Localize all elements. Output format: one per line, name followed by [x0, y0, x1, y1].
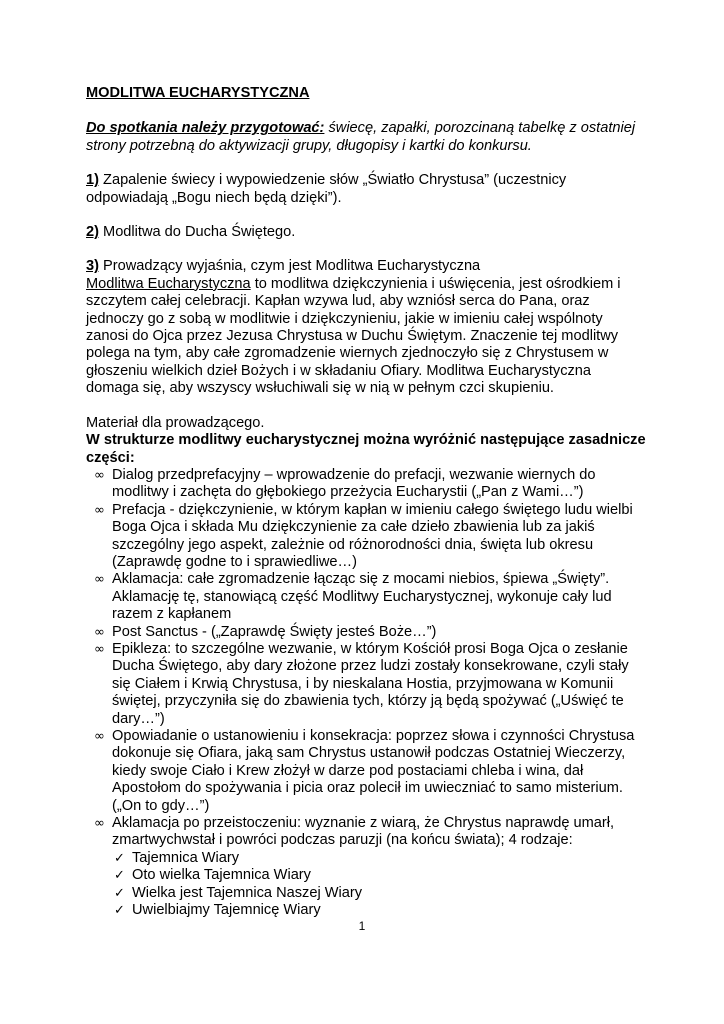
checkmark-icon: ✓ — [114, 903, 125, 919]
material-label: Materiał dla prowadzącego. — [86, 414, 265, 431]
definition-text: to modlitwa dziękczynienia i uświęcenia, jest ośrodkiem i szczytem całej celebracji. Kapłan wzywa lud, aby wzniósł serca do Pana, oraz jednoczy go z sobą w modlitwie i dziękczynieniu, jakie w imieniu całej wspólnoty zanosi do Ojca przez Jezusa Chrystusa w Duchu Świętym. Znaczenie tej modlitwy polega na tym, aby całe zgromadzenie wiernych zjednoczyło się z Chrystusem w głoszeniu wielkich dzieł Bożych i w składaniu Ofiary. Modlitwa Eucharystyczna domaga się, aby wszyscy wsłuchiwali się w nią w pełnym czci skupieniu. — [86, 275, 621, 397]
acclamations-list — [112, 850, 646, 920]
checkmark-icon: ✓ — [114, 868, 125, 884]
parts-list — [86, 467, 646, 920]
list-item-text: Aklamacja: całe zgromadzenie łącząc się z mocami niebios, śpiewa „Święty”. Aklamację tę, stanowiącą część Modlitwy Eucharystycznej, wykonuje cały lud razem z kapłanem — [112, 571, 612, 623]
definition-paragraph — [86, 276, 646, 398]
list-item-text: Epikleza: to szczególne wezwanie, w którym Kościół prosi Boga Ojca o zesłanie Ducha Świętego, aby dary złożone przez ludzi zostały konsekrowane, czyli stały się Ciałem i Krwią Chrystusa, i by nieskalana Hostia, przyjmowana w Komunii świętej, przyczyniła się do zbawienia tych, którzy ją będą spożywać („Uświęć te dary…”) — [112, 640, 629, 727]
infinity-bullet-icon: ∞ — [94, 816, 105, 832]
infinity-bullet-icon: ∞ — [94, 729, 105, 744]
checkmark-icon: ✓ — [114, 885, 125, 901]
list-item-text: Prefacja - dziękczynienie, w którym kapłan w imieniu całego świętego ludu wielbi Boga Ojca i składa Mu dziękczynienie za całe dzieło zbawienia lub za jakiś szczególny jego aspekt, zależnie od różnorodności dnia, święta lub okresu (Zaprawdę godne to i sprawiedliwe…) — [112, 501, 633, 570]
list-item — [112, 902, 646, 919]
document-title: MODLITWA EUCHARYSTYCZNA — [86, 85, 310, 101]
step-2-text: Modlitwa do Ducha Świętego. — [98, 224, 296, 241]
list-item-text: Tajemnica Wiary — [132, 849, 240, 866]
step-3-number: 3) — [86, 258, 99, 275]
list-item-text: Aklamacja po przeistoczeniu: wyznanie z wiarą, że Chrystus naprawdę umarł, zmartwychwstał i powróci podczas paruzji (na końcu świata); 4 rodzaje: — [112, 815, 615, 849]
list-item — [112, 867, 646, 884]
list-item-text: Opowiadanie o ustanowieniu i konsekracja: poprzez słowa i czynności Chrystusa dokonuje się Ofiara, jaką sam Chrystus ustanowił podczas Ostatniej Wieczerzy, kiedy swoje Ciało i Krew złożył w darze pod postaciami chleba i wina, dał Apostołom do spożywania i picia oraz polecił im uwieczniać to samo misterium. („On to gdy…”) — [112, 728, 635, 814]
page-number: 1 — [358, 919, 366, 933]
infinity-bullet-icon: ∞ — [94, 502, 105, 518]
infinity-bullet-icon: ∞ — [94, 572, 105, 588]
list-item — [86, 728, 646, 815]
list-item — [86, 641, 646, 728]
list-item — [86, 467, 646, 502]
list-item — [86, 502, 646, 572]
step-2-paragraph — [86, 224, 646, 241]
infinity-bullet-icon: ∞ — [94, 624, 105, 640]
list-item-text: Wielka jest Tajemnica Naszej Wiary — [132, 884, 363, 901]
step-2-number: 2) — [86, 224, 99, 241]
infinity-bullet-icon: ∞ — [94, 467, 105, 483]
list-item-text: Post Sanctus - („Zaprawdę Święty jesteś Boże…”) — [112, 623, 437, 640]
checkmark-icon: ✓ — [114, 850, 125, 866]
list-item — [112, 885, 646, 902]
definition-term: Modlitwa Eucharystyczna — [86, 275, 251, 292]
step-1-number: 1) — [86, 172, 99, 189]
step-3-text: Prowadzący wyjaśnia, czym jest Modlitwa Eucharystyczna — [98, 258, 481, 275]
preparation-paragraph — [86, 120, 646, 155]
infinity-bullet-icon: ∞ — [94, 641, 105, 657]
list-item — [86, 624, 646, 641]
preparation-text: świecę, zapałki, porozcinaną tabelkę z ostatniej strony potrzebną do aktywizacji grupy, długopisy i kartki do konkursu. — [86, 120, 636, 154]
list-item-text: Uwielbiajmy Tajemnicę Wiary — [132, 902, 321, 919]
preparation-label: Do spotkania należy przygotować: — [86, 120, 325, 137]
list-item-text: Oto wielka Tajemnica Wiary — [132, 867, 311, 884]
step-3-paragraph — [86, 258, 646, 275]
step-1-paragraph — [86, 172, 646, 207]
step-1-text: Zapalenie świecy i wypowiedzenie słów „Światło Chrystusa” (uczestnicy odpowiadają „Bogu niech będą dzięki”). — [86, 172, 567, 206]
structure-heading: W strukturze modlitwy eucharystycznej można wyróżnić następujące zasadnicze części: — [86, 432, 646, 466]
list-item-text: Dialog przedprefacyjny – wprowadzenie do prefacji, wezwanie wiernych do modlitwy i zachęta do głębokiego przeżycia Eucharystii („Pan z Wami…”) — [112, 466, 596, 501]
document-page — [86, 85, 646, 919]
list-item — [86, 571, 646, 623]
list-item — [86, 815, 646, 919]
list-item — [112, 850, 646, 867]
